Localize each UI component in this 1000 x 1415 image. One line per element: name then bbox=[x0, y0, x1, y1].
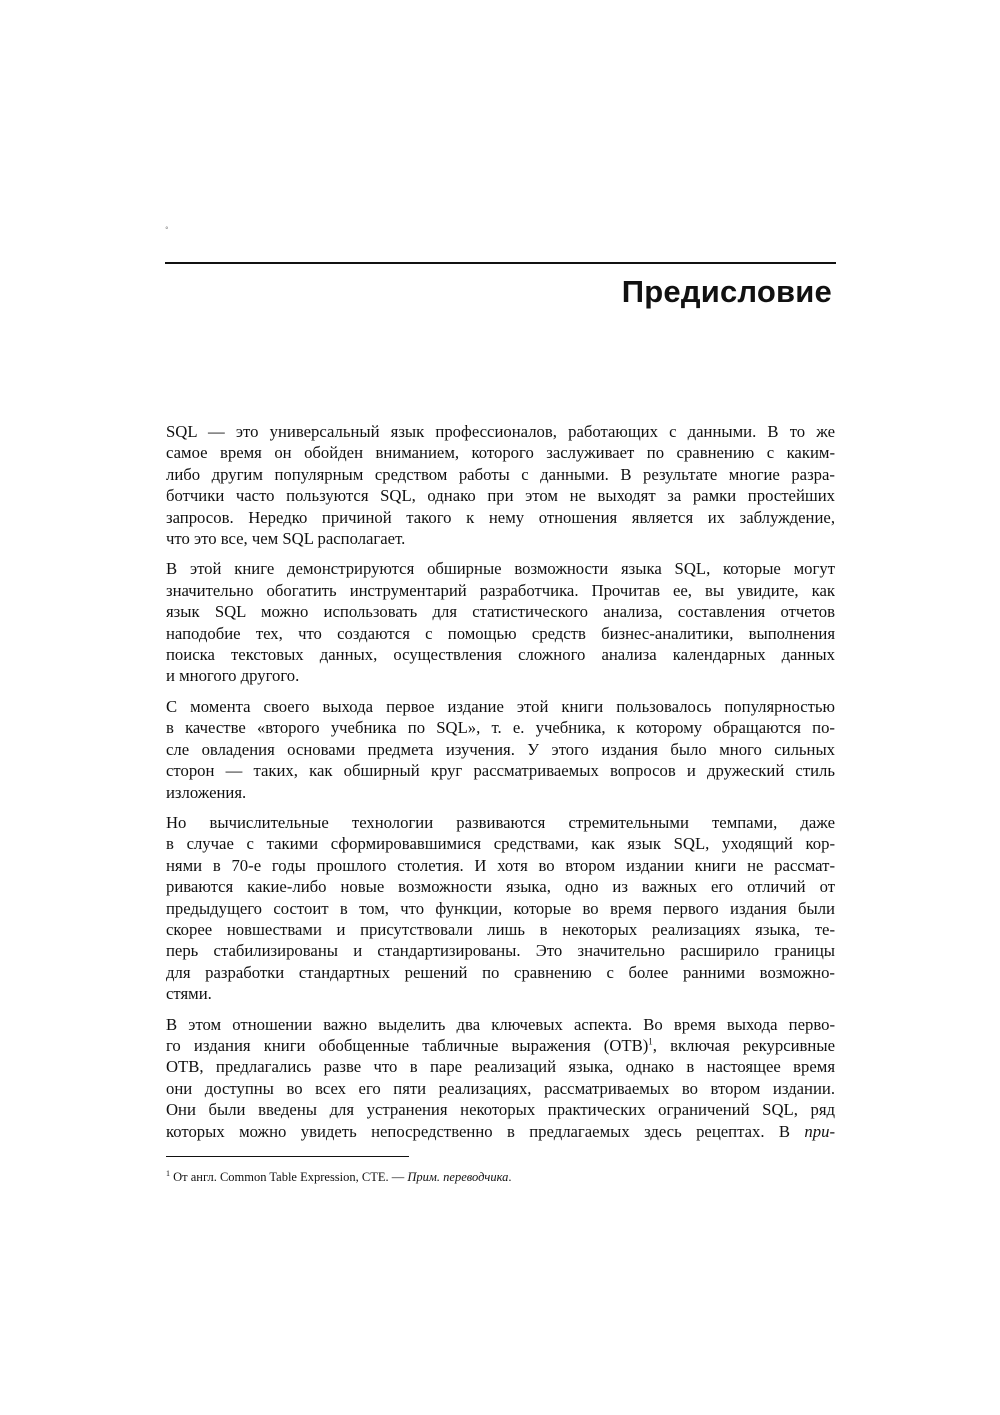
text-line: для разработки стандартных решений по сравнению с более ранними возможно- bbox=[166, 962, 835, 982]
text-line: В этом отношении важно выделить два ключевых аспекта. Во время выхода перво- bbox=[166, 1014, 835, 1034]
text-line bbox=[166, 1121, 835, 1142]
text-line: нями в 70-е годы прошлого столетия. И хотя во втором издании книги не рассмат- bbox=[166, 855, 835, 875]
text-fragment: которых можно увидеть непосредственно в предлагаемых здесь рецептах. В bbox=[166, 1121, 805, 1141]
paragraph-1 bbox=[166, 421, 835, 549]
italic-fragment: при- bbox=[804, 1121, 835, 1141]
body-text bbox=[166, 421, 835, 1151]
text-line: что это все, чем SQL располагает. bbox=[166, 529, 406, 549]
text-line: либо другим популярным средством работы с данными. В результате многие разра- bbox=[166, 464, 835, 484]
text-line: Но вычислительные технологии развиваются стремительными темпами, даже bbox=[166, 812, 835, 832]
footnote-text: От англ. Common Table Expression, CTE. — bbox=[170, 1170, 408, 1184]
footnote-number: 1 bbox=[166, 1168, 170, 1178]
text-line: ботчики часто пользуются SQL, однако при этом не выходят за рамки простейших bbox=[166, 486, 835, 506]
text-line: поиска текстовых данных, осуществления сложного анализа календарных данных bbox=[166, 645, 835, 665]
paragraph-5 bbox=[166, 1014, 835, 1142]
text-line-with-footnote-ref bbox=[166, 1035, 835, 1056]
text-line: предыдущего состоит в том, что функции, которые во время первого издания были bbox=[166, 898, 835, 918]
text-line: SQL — это универсальный язык профессионалов, работающих с данными. В то же bbox=[166, 422, 835, 441]
corner-mark: ° bbox=[165, 226, 169, 234]
text-line: Они были введены для устранения некоторых практических ограничений SQL, ряд bbox=[166, 1100, 835, 1120]
paragraph-3 bbox=[166, 696, 835, 803]
footnote-end: . bbox=[508, 1170, 512, 1184]
paragraph-4 bbox=[166, 812, 835, 1005]
text-line: язык SQL можно использовать для статистического анализа, составления отчетов bbox=[166, 602, 835, 622]
text-line: и многого другого. bbox=[166, 666, 300, 686]
text-line: значительно обогатить инструментарий разработчика. Прочитав ее, вы увидите, как bbox=[166, 580, 835, 600]
text-line: сле овладения основами предмета изучения. У этого издания было много сильных bbox=[166, 739, 835, 759]
text-line: сторон — таких, как обширный круг рассматриваемых вопросов и дружеский стиль bbox=[166, 761, 835, 781]
text-line: скорее новшествами и присутствовали лишь в некоторых реализациях языка, те- bbox=[166, 919, 835, 939]
text-fragment: го издания книги обобщенные табличные выражения (ОТВ) bbox=[166, 1035, 649, 1055]
text-line: В этой книге демонстрируются обширные возможности языка SQL, которые могут bbox=[166, 559, 835, 579]
text-line: перь стабилизированы и стандартизированы. Это значительно расширило границы bbox=[166, 941, 835, 961]
text-line: ОТВ, предлагались разве что в паре реализаций языка, однако в настоящее время bbox=[166, 1057, 835, 1077]
text-fragment: , включая рекурсивные bbox=[652, 1035, 835, 1055]
paragraph-2 bbox=[166, 558, 835, 686]
footnote-italic: Прим. переводчика bbox=[407, 1170, 509, 1184]
footnote bbox=[166, 1170, 512, 1185]
text-line: изложения. bbox=[166, 782, 247, 802]
text-line: риваются какие-либо новые возможности языка, одно из важных его отличий от bbox=[166, 877, 835, 897]
text-line: наподобие тех, что создаются с помощью средств бизнес-аналитики, выполнения bbox=[166, 623, 835, 643]
chapter-title: Предисловие bbox=[621, 274, 832, 309]
text-line: в качестве «второго учебника по SQL», т. е. учебника, к которому обращаются по- bbox=[166, 718, 835, 738]
text-line: стями. bbox=[166, 984, 212, 1004]
text-line: они доступны во всех его пяти реализациях, рассматриваемых во втором издании. bbox=[166, 1078, 835, 1098]
title-rule bbox=[165, 262, 836, 264]
text-line: в случае с такими сформировавшимися средствами, как язык SQL, уходящий кор- bbox=[166, 834, 835, 854]
footnote-rule bbox=[166, 1156, 409, 1157]
text-line: С момента своего выхода первое издание этой книги пользовалось популярностью bbox=[166, 696, 835, 716]
text-line: самое время он обойден вниманием, которого заслуживает по сравнению с каким- bbox=[166, 443, 835, 463]
footnote-ref[interactable]: 1 bbox=[648, 1036, 653, 1047]
text-line: запросов. Нередко причиной такого к нему отношения является их заблуждение, bbox=[166, 507, 835, 527]
